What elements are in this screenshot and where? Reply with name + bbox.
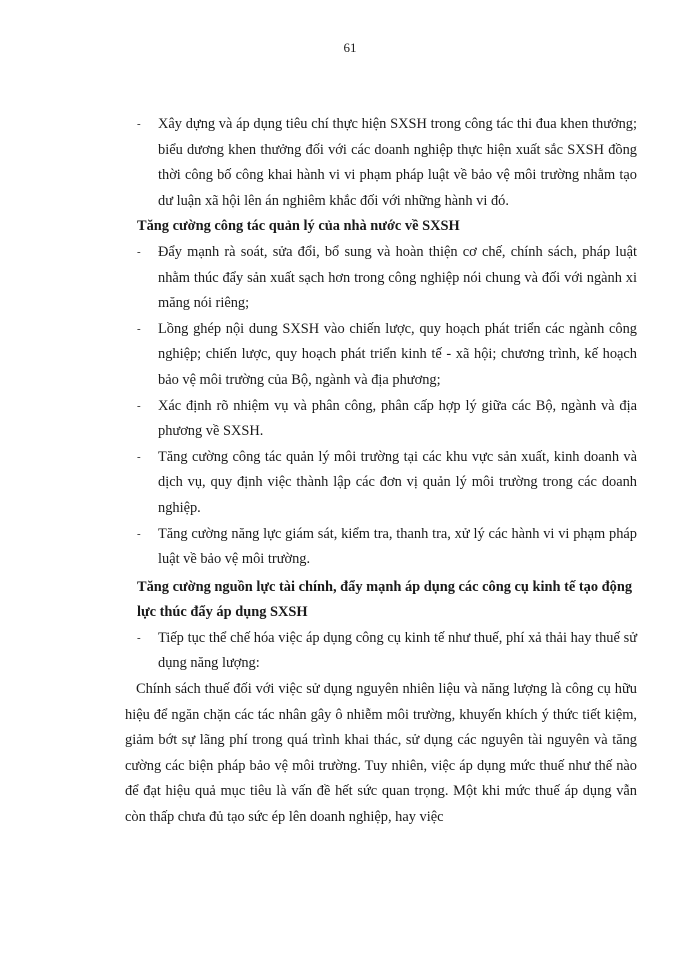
bullet-text: Đẩy mạnh rà soát, sửa đổi, bổ sung và hoàn thiện cơ chế, chính sách, pháp luật nhằm thúc đẩy sản xuất sạch hơn trong công nghiệp nói chung và đối với ngành xi măng nói riêng; [158, 243, 637, 312]
bullet-marker: - [137, 631, 141, 644]
bullet-marker: - [137, 118, 141, 130]
document-body [125, 112, 637, 831]
bullet-item [137, 317, 637, 394]
page-number: 61 [343, 40, 357, 55]
bullet-marker: - [137, 450, 141, 463]
bullet-text: Xác định rõ nhiệm vụ và phân công, phân cấp hợp lý giữa các Bộ, ngành và địa phương về SXSH. [158, 397, 637, 440]
bullet-item [137, 626, 637, 677]
bullet-marker: - [137, 527, 141, 540]
bullet-text: Tăng cường năng lực giám sát, kiểm tra, thanh tra, xử lý các hành vi vi phạm pháp luật về bảo vệ môi trường. [158, 525, 637, 568]
bullet-marker: - [137, 399, 141, 412]
bullet-item [137, 445, 637, 522]
bullet-text: Tăng cường công tác quản lý môi trường tại các khu vực sản xuất, kinh doanh và dịch vụ, quy định việc thành lập các đơn vị quản lý môi trường trong các doanh nghiệp. [158, 448, 637, 516]
bullet-item [137, 240, 637, 317]
bullet-marker: - [137, 322, 141, 335]
bullet-item [137, 394, 637, 445]
bullet-marker: - [137, 245, 141, 258]
bullet-item [137, 522, 637, 573]
bullet-text: Xây dựng và áp dụng tiêu chí thực hiện SXSH trong công tác thi đua khen thưởng; biểu dương khen thưởng đối với các doanh nghiệp thực hiện xuất sắc SXSH đồng thời công bố công khai hành vi vi phạm pháp luật về bảo vệ môi trường nhằm tạo dư luận xã hội lên án nghiêm khắc đối với những hành vi đó. [158, 116, 637, 209]
section-heading: Tăng cường nguồn lực tài chính, đẩy mạnh áp dụng các công cụ kinh tế tạo động lực thúc đẩy áp dụng SXSH [137, 578, 633, 621]
bullet-text: Tiếp tục thể chế hóa việc áp dụng công cụ kinh tế như thuế, phí xả thải hay thuế sử dụng năng lượng: [158, 629, 637, 672]
body-paragraph: Chính sách thuế đối với việc sử dụng nguyên nhiên liệu và năng lượng là công cụ hữu hiệu để ngăn chặn các tác nhân gây ô nhiễm môi trường, khuyến khích ý thức tiết kiệm, giảm bớt sự lãng phí trong quá trình khai thác, sử dụng các nguyên tài nguyên và tăng cường các biện pháp bảo vệ môi trường. Tuy nhiên, việc áp dụng mức thuế như thế nào để đạt hiệu quả mục tiêu là vấn đề hết sức quan trọng. Một khi mức thuế áp dụng vẫn còn thấp chưa đủ tạo sức ép lên doanh nghiệp, hay việc [125, 681, 637, 826]
section-heading: Tăng cường công tác quản lý của nhà nước về SXSH [137, 218, 460, 235]
bullet-text: Lồng ghép nội dung SXSH vào chiến lược, quy hoạch phát triển các ngành công nghiệp; chiến lược, quy hoạch phát triển kinh tế - xã hội; chương trình, kế hoạch bảo vệ môi trường của Bộ, ngành và địa phương; [158, 320, 637, 388]
bullet-item [137, 112, 637, 214]
